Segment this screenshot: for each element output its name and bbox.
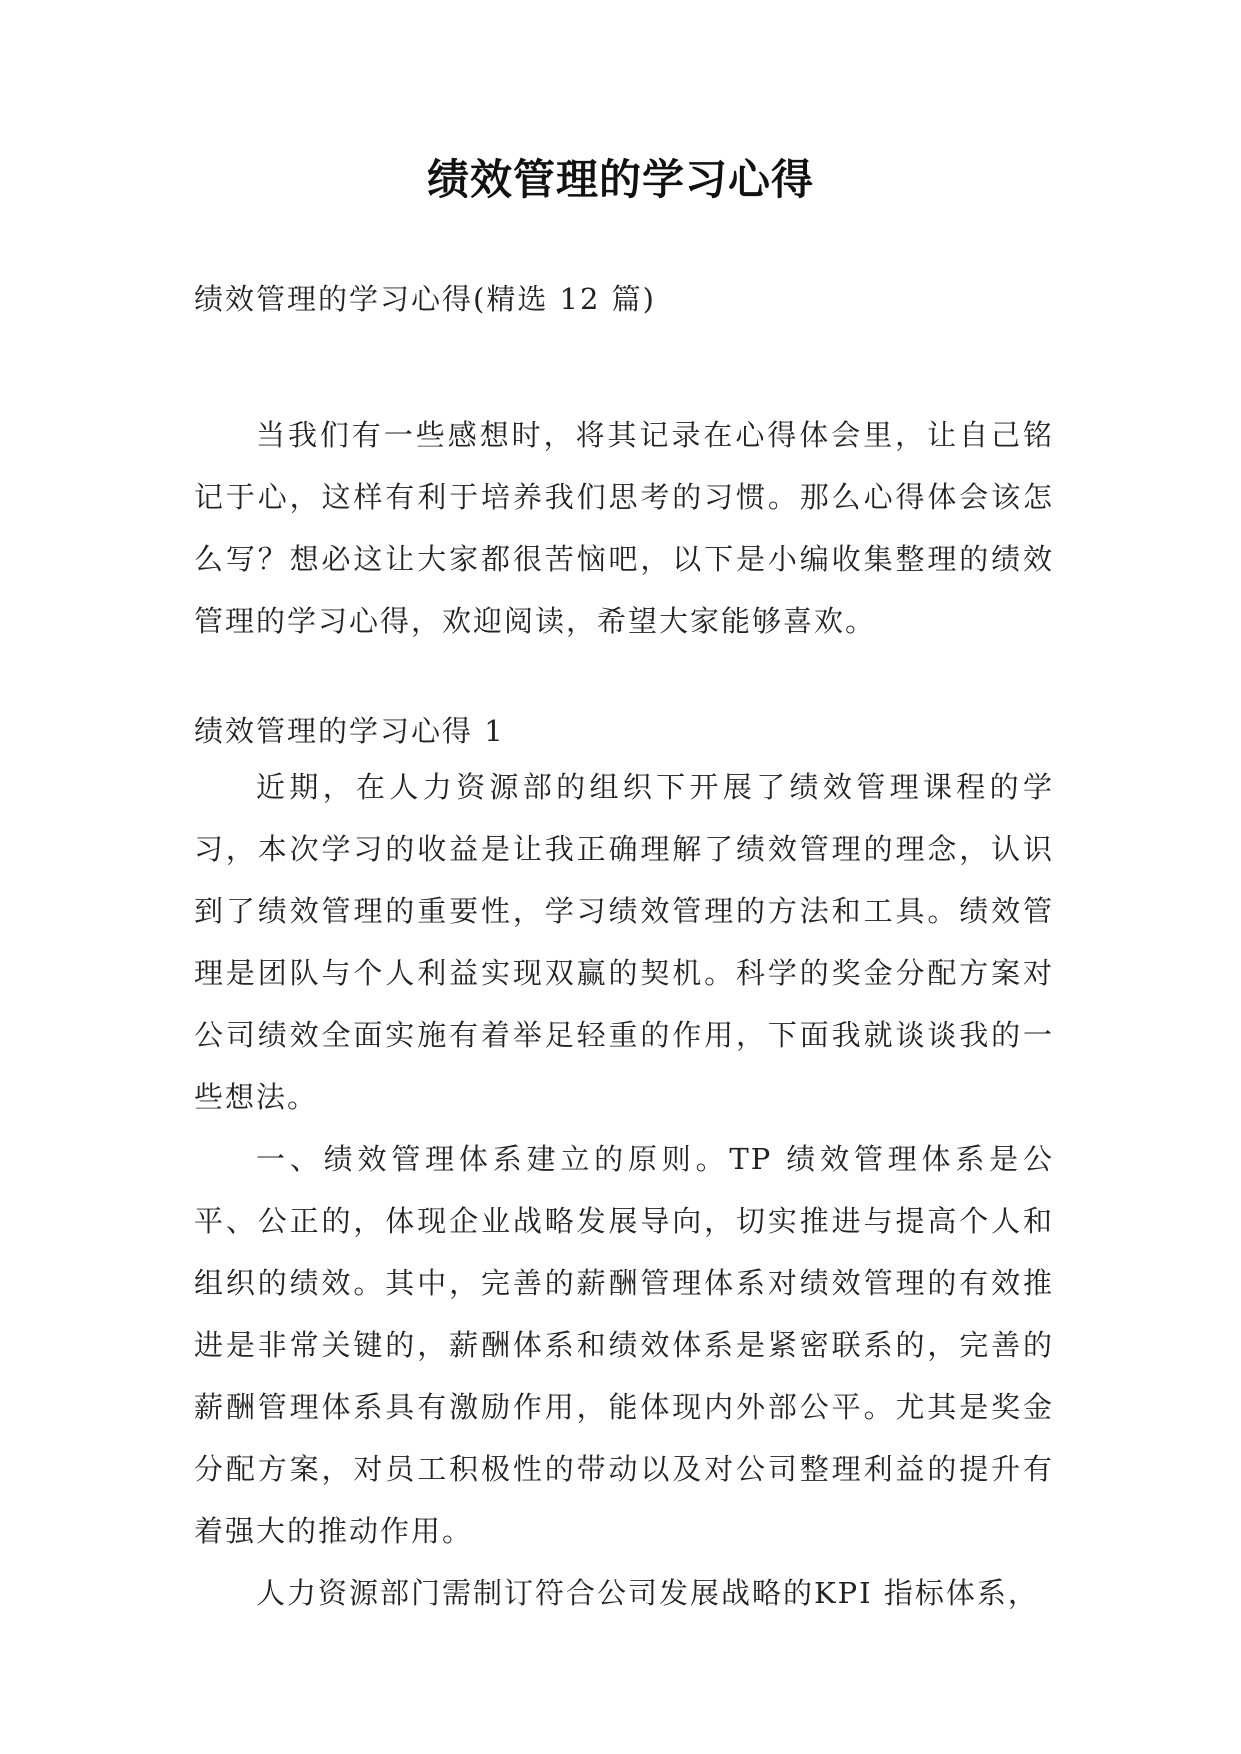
- section-1-paragraph-1: 近期，在人力资源部的组织下开展了绩效管理课程的学习，本次学习的收益是让我正确理解了绩效管理的理念，认识到了绩效管理的重要性，学习绩效管理的方法和工具。绩效管理是团队与个人利益实现双赢的契机。科学的奖金分配方案对公司绩效全面实施有着举足轻重的作用，下面我就谈谈我的一些想法。: [194, 770, 1054, 1114]
- intro-section: [194, 404, 1054, 652]
- intro-paragraph: 当我们有一些感想时，将其记录在心得体会里，让自己铭记于心，这样有利于培养我们思考的习惯。那么心得体会该怎么写？想必这让大家都很苦恼吧，以下是小编收集整理的绩效管理的学习心得，欢迎阅读，希望大家能够喜欢。: [194, 418, 1054, 638]
- section-1-body: [194, 756, 1054, 1624]
- section-1-paragraph-2: 一、绩效管理体系建立的原则。TP 绩效管理体系是公平、公正的，体现企业战略发展导向，切实推进与提高个人和组织的绩效。其中，完善的薪酬管理体系对绩效管理的有效推进是非常关键的，薪酬体系和绩效体系是紧密联系的，完善的薪酬管理体系具有激励作用，能体现内外部公平。尤其是奖金分配方案，对员工积极性的带动以及对公司整理利益的提升有着强大的推动作用。: [194, 1142, 1054, 1548]
- section-1-heading: 绩效管理的学习心得 1: [194, 714, 505, 748]
- document-subtitle: 绩效管理的学习心得(精选 12 篇): [194, 282, 656, 316]
- section-1-paragraph-3: 人力资源部门需制订符合公司发展战略的KPI 指标体系，: [256, 1576, 1039, 1610]
- document-title: 绩效管理的学习心得: [426, 155, 814, 204]
